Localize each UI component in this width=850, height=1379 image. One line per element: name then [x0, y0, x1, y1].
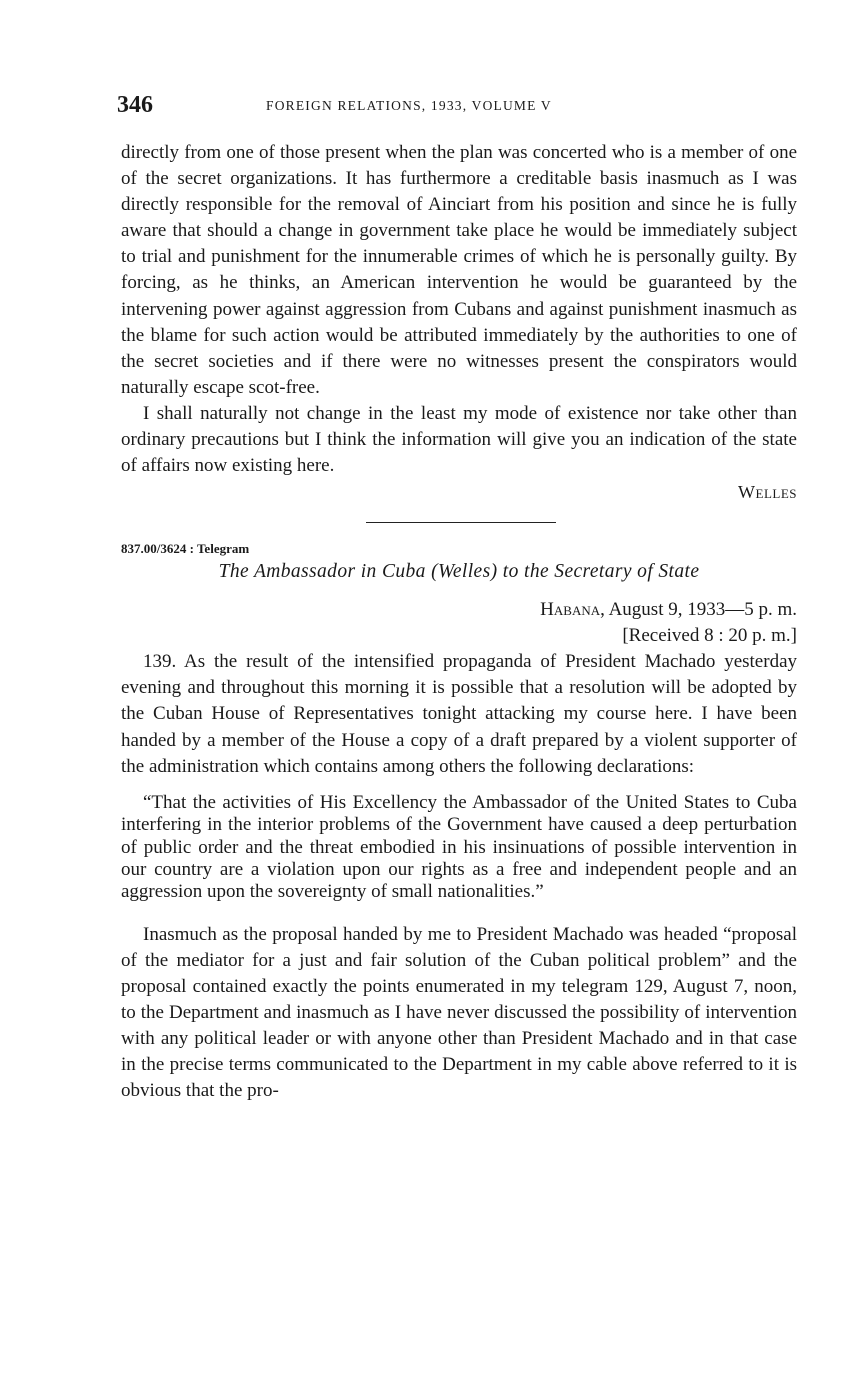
paragraph-continued: directly from one of those present when the plan was concerted who is a member of one of the secret organizations. It has furthermore a creditable basis inasmuch as I was directly responsible for the removal of Ainciart from his position and since he is fully aware that should a change in government take place he would be immediately subject to trial and punishment for the innumerable crimes of which he is personally guilty. By forcing, as he thinks, an American intervention he would be guaranteed by the intervening power against aggression from Cubans and against punishment inasmuch as the blame for such action would be attributed immediately by the authorities to one of the secret societies and if there were no witnesses present the conspirators would naturally escape scot-free.: [121, 142, 797, 398]
signature-welles: [121, 479, 797, 507]
file-reference: 837.00/3624 : Telegram: [121, 541, 250, 557]
paragraph-precautions: I shall naturally not change in the least my mode of existence nor take other than ordinary precautions but I think the information will give you an indication of the state of affairs now existing here.: [121, 402, 797, 477]
document-title: The Ambassador in Cuba (Welles) to the Secretary of State: [218, 561, 700, 583]
paragraph-139: 139. As the result of the intensified propaganda of President Machado yesterday evening and throughout this morning it is possible that a resolution will be adopted by the Cuban House of Representatives tonight attacking my course here. I have been handed by a member of the House a copy of a draft prepared by a violent supporter of the administration which contains among others the following declarations:: [121, 651, 797, 777]
dateline-date: , August 9, 1933—5 p. m.: [600, 599, 797, 621]
signature-text: Welles: [738, 482, 797, 503]
paragraph-inasmuch: Inasmuch as the proposal handed by me to President Machado was headed “proposal of the mediator for a just and fair solution of the Cuban political problem” and the proposal contained exactly the points enumerated in my telegram 129, August 7, noon, to the Department and inasmuch as I have never discussed the possibility of intervention with any political leader or with anyone other than President Machado and in that case in the precise terms communicated to the Department in my cable above referred to it is obvious that the pro-: [121, 923, 797, 1102]
received-line: [Received 8 : 20 p. m.]: [622, 625, 797, 647]
running-head-title: FOREIGN RELATIONS, 1933, VOLUME V: [266, 98, 552, 113]
document-page: [117, 92, 797, 1104]
page-number: 346: [117, 92, 153, 118]
section-divider: [366, 522, 556, 523]
dateline-place: Habana: [540, 599, 601, 621]
block-quote: “That the activities of His Excellency the Ambassador of the United States to Cuba interfering in the interior problems of the Government have caused a deep perturbation of public order and the threat embodied in his insinuations of possible intervention in our country are a violation upon our rights as a free and independent people and an aggression upon the sovereignty of small nationalities.”: [121, 791, 797, 903]
dateline: [121, 597, 797, 623]
running-head: [117, 92, 797, 122]
